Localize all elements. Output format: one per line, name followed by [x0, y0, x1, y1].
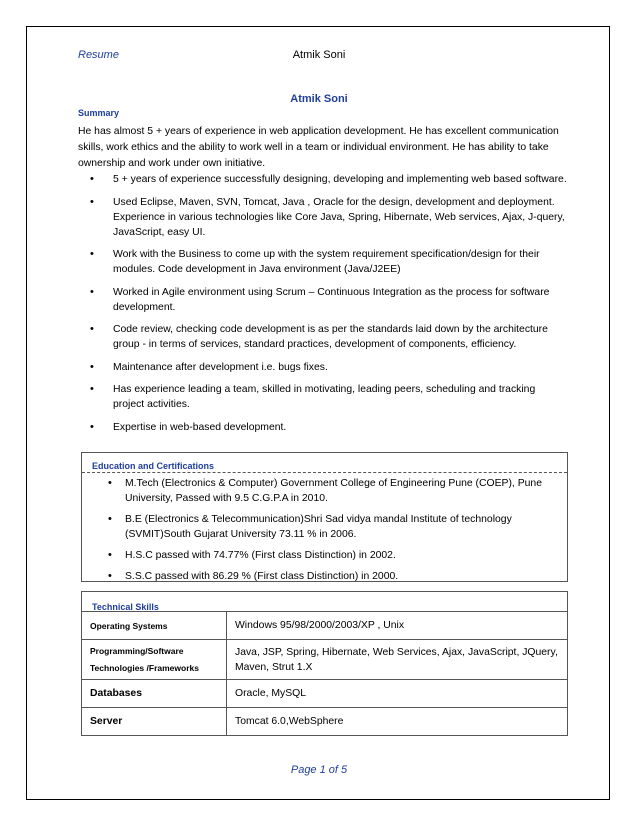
- skills-key: Databases: [82, 680, 227, 708]
- summary-bullet: • Work with the Business to come up with the system requirement specification/design for their modules. Code development in Java environment (Java/J2EE): [78, 247, 568, 277]
- skills-row: [82, 640, 568, 680]
- technical-skills-heading: Technical Skills: [92, 602, 159, 612]
- summary-bullet: • 5 + years of experience successfully designing, developing and implementing web based software.: [78, 172, 568, 187]
- skills-row: [82, 708, 568, 736]
- summary-bullet: • Expertise in web-based development.: [78, 420, 568, 435]
- summary-bullet: • Maintenance after development i.e. bugs fixes.: [78, 360, 568, 375]
- summary-bullet: • Has experience leading a team, skilled in motivating, leading peers, scheduling and tracking project activities.: [78, 382, 568, 412]
- skills-key-line: Technologies /Frameworks: [90, 662, 199, 673]
- skills-row: [82, 680, 568, 708]
- page-footer: Page 1 of 5: [290, 764, 348, 776]
- skills-value: Oracle, MySQL: [227, 680, 568, 708]
- education-item: • M.Tech (Electronics & Computer) Government College of Engineering Pune (COEP), Pune University, Passed with 9.5 C.G.P.A in 2010.: [82, 476, 562, 506]
- education-item: • B.E (Electronics & Telecommunication)Shri Sad vidya mandal Institute of technology (SVMIT)South Gujarat University 73.11 % in 2006.: [82, 512, 562, 542]
- summary-bullet: • Worked in Agile environment using Scrum – Continuous Integration as the process for software development.: [78, 285, 568, 315]
- header-name: Atmik Soni: [292, 49, 346, 61]
- skills-key: Server: [82, 708, 227, 736]
- summary-bullet: • Code review, checking code development is as per the standards laid down by the architecture group - in terms of services, standard practices, development of components, efficiency.: [78, 322, 568, 352]
- education-heading: Education and Certifications: [92, 461, 215, 471]
- education-item: • S.S.C passed with 86.29 % (First class Distinction) in 2000.: [82, 569, 562, 584]
- education-section: [81, 452, 568, 582]
- skills-key: [82, 640, 227, 680]
- header-resume-label: Resume: [78, 49, 119, 61]
- skills-value: Tomcat 6.0,WebSphere: [227, 708, 568, 736]
- summary-paragraph: He has almost 5 + years of experience in web application development. He has excellent communication skills, work ethics and the ability to work well in a team or individual environment. He has ability to take ownership and work under own initiative.: [78, 126, 559, 169]
- education-item: • H.S.C passed with 74.77% (First class Distinction) in 2002.: [82, 548, 562, 563]
- summary-bullet: • Used Eclipse, Maven, SVN, Tomcat, Java , Oracle for the design, development and deployment. Experience in various technologies like Core Java, Spring, Hibernate, Web services, Ajax, J-query, JavaScript, easy UI.: [78, 195, 568, 240]
- technical-skills-section: [81, 591, 568, 731]
- skills-value: Java, JSP, Spring, Hibernate, Web Services, Ajax, JavaScript, JQuery, Maven, Strut 1.X: [227, 640, 568, 680]
- skills-value: Windows 95/98/2000/2003/XP , Unix: [227, 612, 568, 640]
- skills-row: [82, 612, 568, 640]
- education-divider: [82, 472, 567, 473]
- skills-key: Operating Systems: [82, 612, 227, 640]
- skills-key-line: Programming/Software: [90, 645, 184, 656]
- summary-heading: Summary: [78, 108, 120, 118]
- resume-title: Atmik Soni: [290, 93, 348, 105]
- skills-table: [81, 611, 568, 736]
- education-list: [82, 476, 562, 590]
- summary-bullet-list: [78, 172, 568, 442]
